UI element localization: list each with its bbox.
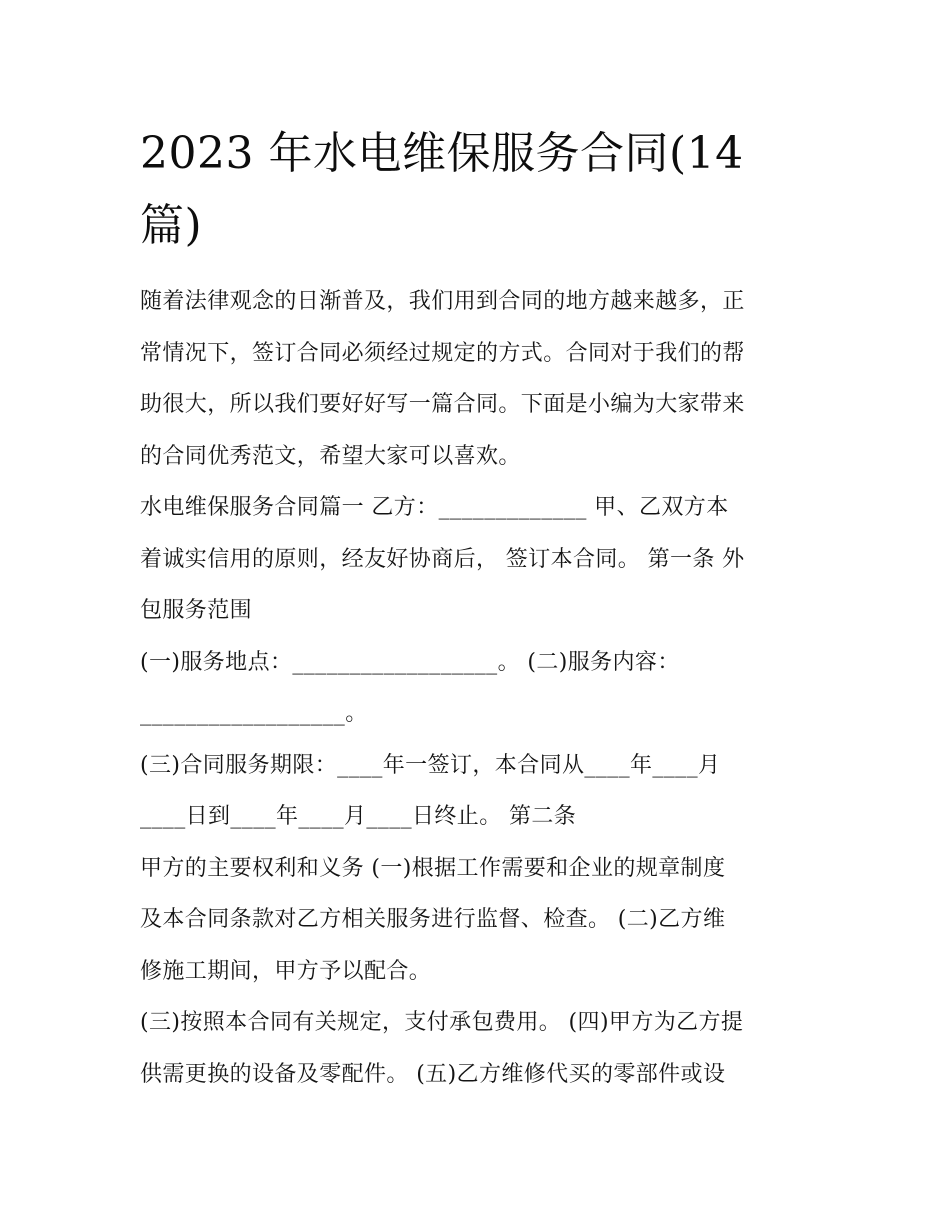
document-body	[140, 276, 820, 1100]
body-line-8: (一)服务地点：__________________。 (二)服务内容：	[140, 649, 680, 675]
body-line-1: 随着法律观念的日渐普及，我们用到合同的地方越来越多，正	[140, 289, 745, 314]
body-line-10: (三)合同服务期限：____年一签订，本合同从____年____月	[140, 752, 721, 778]
body-line-7: 包服务范围	[140, 598, 253, 623]
body-line-5: 水电维保服务合同篇一 乙方：_____________ 甲、乙双方本	[140, 495, 729, 520]
body-line-2: 常情况下，签订合同必须经过规定的方式。合同对于我们的帮	[140, 340, 745, 366]
body-line-12: 甲方的主要权利和义务 (一)根据工作需要和企业的规章制度	[140, 855, 726, 881]
body-line-13: 及本合同条款对乙方相关服务进行监督、检查。 (二)乙方维	[140, 907, 726, 932]
body-line-9: __________________。	[140, 701, 368, 726]
document-title	[140, 118, 820, 262]
title-line-2: 篇)	[140, 200, 203, 251]
body-line-14: 修施工期间，甲方予以配合。	[140, 958, 432, 984]
body-line-3: 助很大，所以我们要好好写一篇合同。下面是小编为大家带来	[140, 392, 745, 417]
body-line-4: 的合同优秀范文，希望大家可以喜欢。	[140, 443, 521, 469]
body-line-11: ____日到____年____月____日终止。 第二条	[140, 804, 577, 829]
title-line-1: 2023 年水电维保服务合同(14	[140, 128, 744, 179]
body-line-16: 供需更换的设备及零配件。 (五)乙方维修代买的零部件或设	[140, 1061, 726, 1087]
body-line-15: (三)按照本合同有关规定，支付承包费用。 (四)甲方为乙方提	[140, 1010, 744, 1035]
body-line-6: 着诚实信用的原则，经友好协商后， 签订本合同。 第一条 外	[140, 546, 745, 572]
